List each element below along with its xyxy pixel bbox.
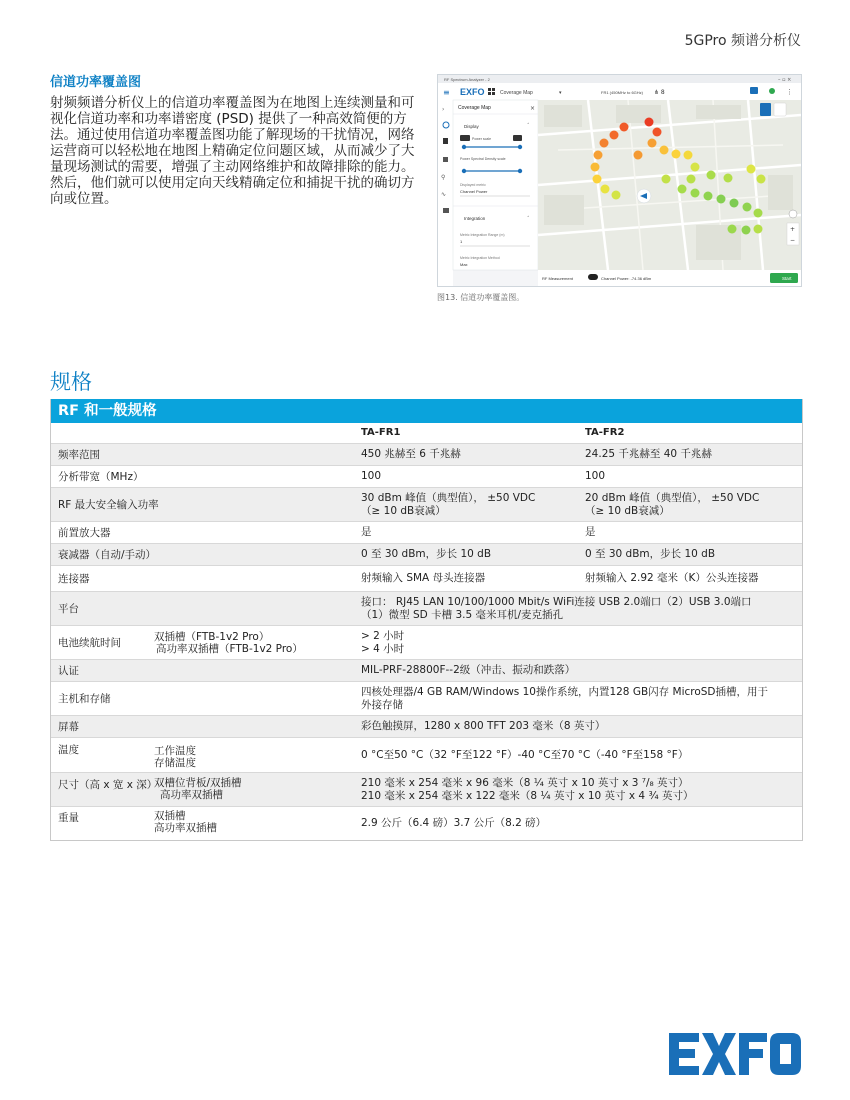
- exfo-logo: [669, 1033, 801, 1079]
- svg-text:˄: ˄: [527, 123, 530, 129]
- svg-text:⚲: ⚲: [441, 174, 446, 181]
- table-row: 平台 接口： RJ45 LAN 10/100/1000 Mbit/s WiFi连接 USB 2.0端口（2）USB 3.0端口 （1）微型 SD 卡槽 3.5 毫米耳机/麦克插孔: [51, 592, 802, 626]
- svg-text:˄: ˄: [527, 216, 530, 222]
- svg-text:Channel Power: Channel Power: [460, 189, 488, 194]
- svg-text:Display: Display: [464, 124, 479, 129]
- svg-text:RF Measurement: RF Measurement: [542, 276, 573, 281]
- col-header-1: TA-FR1: [361, 426, 401, 438]
- table-row: 衰减器（自动/手动） 0 至 30 dBm，步长 10 dB 0 至 30 dBm，步长 10 dB: [51, 544, 802, 566]
- svg-text:Integration: Integration: [464, 216, 486, 221]
- table-row: RF 最大安全输入功率 30 dBm 峰值（典型值）， ±50 VDC （≥ 10 dB衰减） 20 dBm 峰值（典型值）， ±50 VDC （≥ 10 dB衰减）: [51, 488, 802, 522]
- table-row: 前置放大器 是 是: [51, 522, 802, 544]
- table-row: 主机和存储 四核处理器/4 GB RAM/Windows 10操作系统，内置128 GB闪存 MicroSD插槽，用于 外接存储: [51, 682, 802, 716]
- svg-text:▾: ▾: [559, 90, 562, 96]
- coverage-map[interactable]: [538, 100, 801, 270]
- svg-text:– ▫ ×: – ▫ ×: [778, 77, 792, 83]
- svg-text:Displayed metric: Displayed metric: [460, 183, 486, 187]
- product-header: 5GPro 频谱分析仪: [684, 33, 801, 49]
- screenshot-svg: [438, 75, 801, 286]
- spec-table: [50, 399, 803, 841]
- window-title: RF Spectrum Analyzer - 2: [444, 77, 490, 82]
- svg-text:∿: ∿: [441, 191, 447, 198]
- svg-text:Metric Integration Range (m): Metric Integration Range (m): [460, 233, 505, 237]
- table-row: 重量 双插槽 高功率双插槽 2.9 公斤（6.4 磅）3.7 公斤（8.2 磅）: [58, 810, 547, 834]
- table-row: 分析带宽（MHz） 100 100: [51, 466, 802, 488]
- svg-text:›: ›: [442, 106, 445, 113]
- table-row: 屏幕 彩色触摸屏，1280 x 800 TFT 203 毫米（8 英寸）: [51, 716, 802, 738]
- svg-text:Power scale: Power scale: [472, 137, 492, 141]
- svg-text:1: 1: [460, 239, 463, 244]
- coverage-map-screenshot: [437, 74, 802, 287]
- table-title: RF 和一般规格: [51, 399, 802, 423]
- pin-icon[interactable]: [769, 88, 775, 94]
- svg-text:Power Spectral Density scale: Power Spectral Density scale: [460, 157, 506, 161]
- camera-icon[interactable]: [750, 87, 758, 94]
- zoom-in-icon[interactable]: +: [790, 226, 796, 233]
- panel-title: Coverage Map: [458, 105, 491, 111]
- menu-icon[interactable]: ≡: [443, 88, 450, 97]
- more-icon[interactable]: ⋮: [786, 88, 793, 96]
- close-icon[interactable]: ×: [530, 105, 536, 112]
- table-row: 认证 MIL-PRF-28800F--2级（冲击、振动和跌落）: [51, 660, 802, 682]
- table-header-row: [51, 423, 802, 444]
- table-row: 频率范围 450 兆赫至 6 千兆赫 24.25 千兆赫至 40 千兆赫: [51, 444, 802, 466]
- table-row: 尺寸（高 x 宽 x 深） 双槽位背板/双插槽 高功率双插槽 210 毫米 x 254 毫米 x 96 毫米（8 ¼ 英寸 x 10 英寸 x 3 ⁷/₈ 英寸） 210 毫米 x 254 毫米 x 122 毫米（8 ¼ 英寸 x 10 英寸 x 4 ¾ 英寸）: [51, 773, 802, 807]
- intro-paragraph: 射频频谱分析仪上的信道功率覆盖图为在地图上连续测量和可视化信道功率和功率谱密度 (PSD) 提供了一种高效简便的方法。通过使用信道功率覆盖图功能了解现场的干扰情况，网络运营商可以轻松地在地图上精确定位问题区域，从而减少了大量现场测试的需要，增强了主动网络维护和故障排除的能力。然后，他们就可以使用定向天线精确定位和捕捉干扰的确切方向或位置。: [50, 95, 415, 207]
- svg-text:Metric Integration Method: Metric Integration Method: [460, 256, 500, 260]
- mode-select[interactable]: Coverage Map: [500, 90, 533, 96]
- svg-text:Start: Start: [782, 276, 792, 281]
- svg-text:Max: Max: [460, 262, 468, 267]
- section-heading: 信道功率覆盖图: [50, 75, 142, 90]
- table-row: 电池续航时间 双插槽（FTB-1v2 Pro） 高功率双插槽（FTB-1v2 Pro） > 2 小时 > 4 小时: [51, 626, 802, 660]
- toolbar-logo: EXFO: [460, 87, 485, 97]
- zoom-out-icon[interactable]: −: [790, 237, 796, 244]
- freq-select[interactable]: FR1 (450MHz to 6GHz): [601, 90, 644, 95]
- col-header-2: TA-FR2: [585, 426, 625, 438]
- table-row: 连接器 射频输入 SMA 母头连接器 射频输入 2.92 毫米（K）公头连接器: [51, 566, 802, 592]
- table-row: 温度 工作温度 存储温度 0 °C至50 °C（32 °F至122 °F）-40 °C至70 °C（-40 °F至158 °F）: [51, 738, 802, 773]
- svg-text:⋔ 8: ⋔ 8: [654, 89, 665, 96]
- figure-caption: 图13. 信道功率覆盖图。: [437, 293, 525, 302]
- svg-text:Channel Power: -74.36 dBm: Channel Power: -74.36 dBm: [601, 276, 652, 281]
- specs-title: 规格: [50, 370, 92, 394]
